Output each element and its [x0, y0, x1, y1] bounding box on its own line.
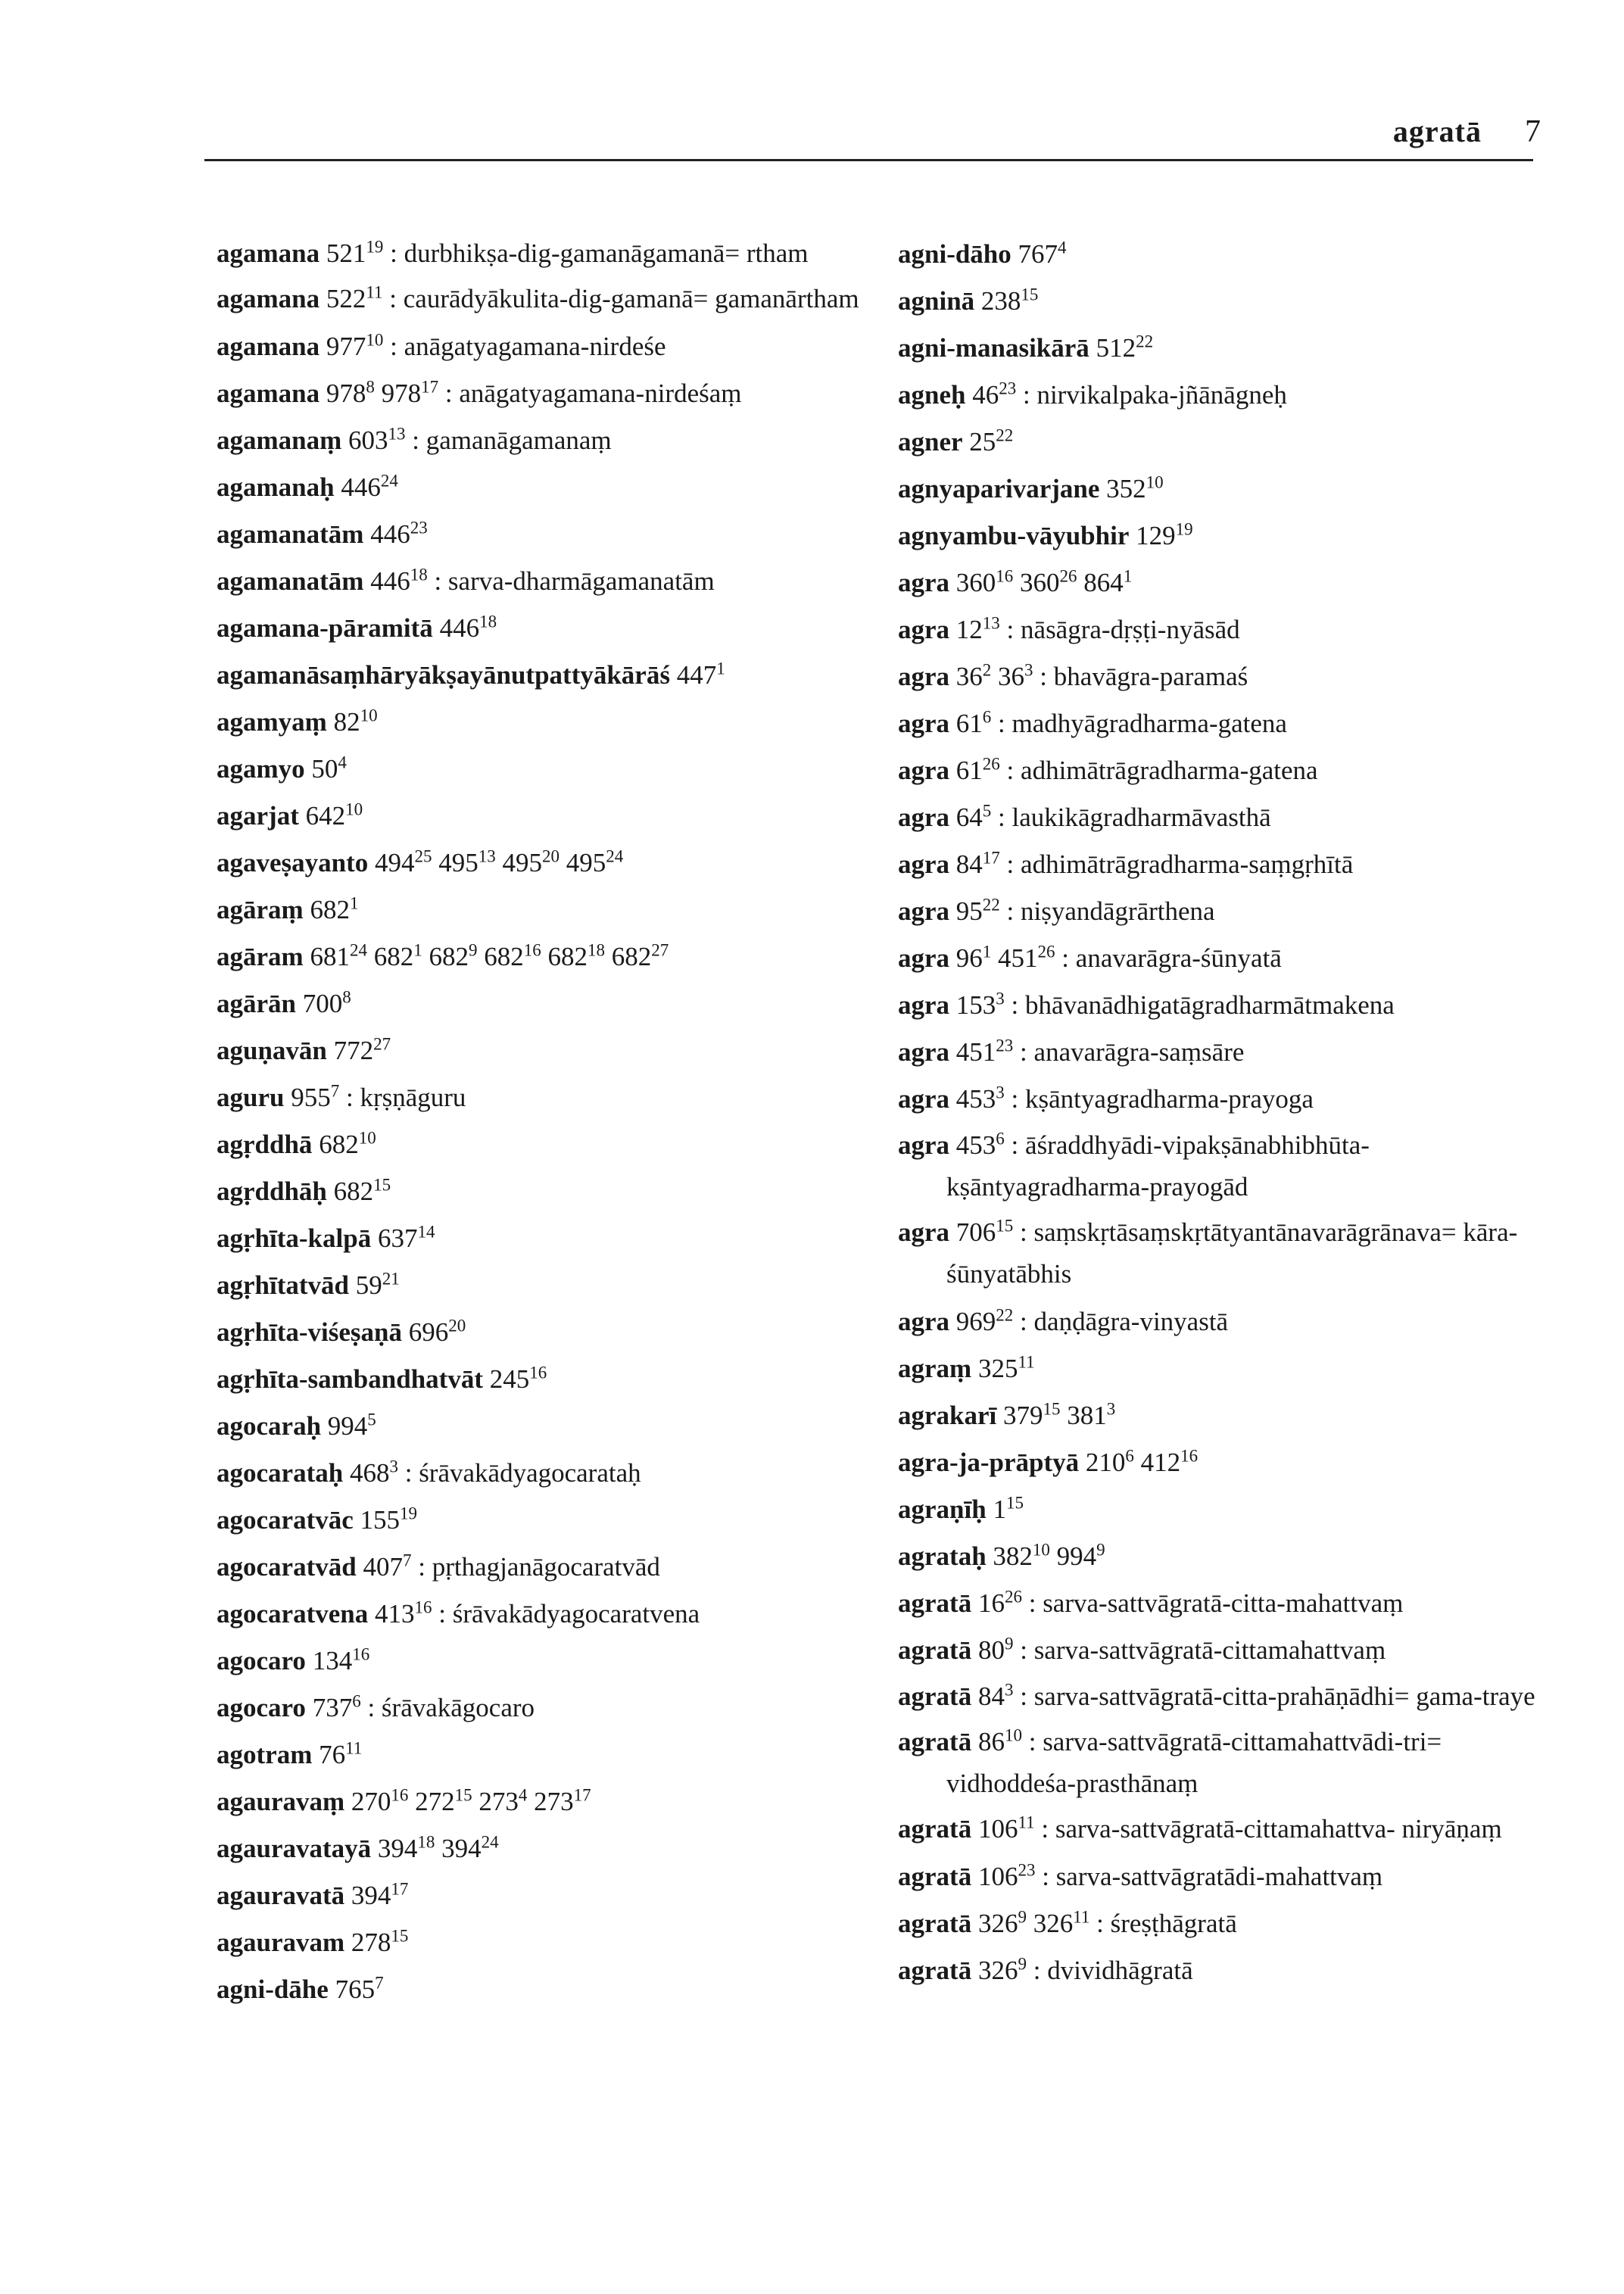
- entry-headword: agocaratvāc: [217, 1505, 354, 1535]
- index-entry: agra $61^6$ : madhyāgradharma-gatena: [898, 707, 1287, 738]
- entry-headword: agocaro: [217, 1646, 306, 1675]
- entry-references: $407^7$: [363, 1551, 412, 1582]
- index-entry: [217, 1121, 898, 1168]
- entry-gloss: caurādyākulita-dig-gamanā= gamanārtham: [403, 284, 859, 313]
- entry-references: $603^{13}$: [348, 424, 406, 455]
- index-entry: [898, 419, 1564, 466]
- entry-references: $969^{22}$: [955, 1305, 1014, 1336]
- entry-references: $46^{23}$: [972, 379, 1017, 410]
- entry-references: $106^{23}$: [977, 1860, 1036, 1891]
- index-entry: [898, 1486, 1564, 1533]
- entry-gloss: anavarāgra-saṃsāre: [1033, 1037, 1245, 1067]
- index-entry: agamana $522^{11}$ : caurādyākulita-dig-gamanā= gamanārtham: [217, 282, 859, 313]
- page-number: 7: [1525, 114, 1541, 149]
- entry-references: $129^{19}$: [1136, 519, 1193, 550]
- index-entry: [217, 1027, 898, 1074]
- index-entry: [217, 605, 898, 652]
- index-entry: agratā $80^9$ : sarva-sattvāgratā-cittamahattvaṃ: [898, 1634, 1386, 1665]
- index-entry: [898, 1439, 1564, 1486]
- entry-references: $522^{11}$: [326, 282, 383, 313]
- index-entry: agocarataḥ $468^3$ : śrāvakādyagocarataḥ: [217, 1457, 641, 1488]
- entry-references: $64^5$: [955, 801, 992, 832]
- index-entry: [898, 1392, 1564, 1439]
- entry-gloss: adhimātrāgradharma-gatena: [1021, 756, 1318, 785]
- index-entry: agra $95^{22}$ : niṣyandāgrārthena: [898, 895, 1215, 926]
- entry-headword: agra: [898, 709, 950, 738]
- entry-references: $994^5$: [327, 1410, 376, 1441]
- entry-headword: agamana: [217, 284, 320, 313]
- entry-headword: agrakarī: [898, 1401, 997, 1430]
- entry-headword: agra: [898, 615, 950, 644]
- index-entry: [217, 793, 898, 840]
- entry-headword: agṛhīta-kalpā: [217, 1223, 372, 1253]
- entry-references: $210^6$ $412^{16}$: [1085, 1446, 1199, 1477]
- index-entry: [217, 1356, 898, 1403]
- entry-headword: agṛddhā: [217, 1130, 313, 1159]
- index-entry: agra $453^6$ : āśraddhyādi-vipakṣānabhibhūta- kṣāntyagradharma-prayogād: [898, 1129, 1370, 1202]
- entry-references: $36^2$ $36^3$: [955, 660, 1033, 691]
- entry-references: $245^{16}$: [489, 1363, 547, 1394]
- entry-gloss: gamanāgamanaṃ: [425, 425, 612, 455]
- entry-headword: agra: [898, 943, 950, 973]
- index-entry: [217, 652, 898, 699]
- entry-headword: agauravam: [217, 1928, 345, 1957]
- entry-gloss: śrāvakādyagocaratvena: [452, 1599, 700, 1629]
- entry-references: $86^{10}$: [977, 1725, 1022, 1756]
- entry-references: $637^{14}$: [377, 1222, 435, 1253]
- entry-references: $394^{17}$: [351, 1879, 409, 1910]
- entry-headword: agotram: [217, 1740, 313, 1769]
- index-entry: aguru $955^7$ : kṛṣṇāguru: [217, 1081, 466, 1112]
- entry-references: $706^{15}$: [955, 1216, 1014, 1247]
- entry-headword: agratā: [898, 1909, 972, 1938]
- entry-headword: agra: [898, 896, 950, 926]
- entry-gloss: adhimātrāgradharma-saṃgṛhītā: [1021, 849, 1354, 879]
- index-entry: [217, 887, 898, 933]
- entry-gloss: sarva-sattvāgratādi-mahattvaṃ: [1055, 1862, 1383, 1891]
- entry-headword: agauravatā: [217, 1881, 345, 1910]
- entry-references: $453^3$: [955, 1083, 1005, 1114]
- entry-references: $642^{10}$: [305, 799, 363, 831]
- entry-references: $325^{11}$: [977, 1352, 1035, 1383]
- entry-headword: agocarataḥ: [217, 1458, 344, 1488]
- entry-gloss: sarva-sattvāgratā-cittamahattvādi-tri= vidhoddeśa-prasthānaṃ: [946, 1727, 1442, 1798]
- index-entry: [217, 1919, 898, 1966]
- index-entry: agratā $16^{26}$ : sarva-sattvāgratā-citta-mahattvaṃ: [898, 1587, 1404, 1618]
- left-column: [217, 231, 898, 2013]
- entry-headword: agra: [898, 568, 950, 597]
- entry-gloss: sarva-sattvāgratā-citta-prahāṇādhi= gama-traye: [1033, 1682, 1535, 1711]
- entry-references: $360^{16}$ $360^{26}$ $864^1$: [955, 566, 1133, 597]
- index-entry: [898, 1533, 1564, 1580]
- index-entry: agra $12^{13}$ : nāsāgra-dṛṣṭi-nyāsād: [898, 613, 1240, 644]
- index-entry: [217, 1825, 898, 1872]
- entry-references: $394^{18}$ $394^{24}$: [377, 1832, 499, 1863]
- entry-headword: agra: [898, 849, 950, 879]
- entry-gloss: anāgatyagamana-nirdeśaṃ: [459, 379, 742, 408]
- entry-headword: agnyaparivarjane: [898, 474, 1100, 503]
- entry-references: $447^1$: [676, 659, 725, 690]
- entry-references: $494^{25}$ $495^{13}$ $495^{20}$ $495^{24}$: [375, 846, 624, 877]
- entry-references: $700^8$: [302, 987, 351, 1018]
- entry-references: $413^{16}$: [374, 1597, 432, 1629]
- index-entry: agocaro $737^6$ : śrāvakāgocaro: [217, 1691, 535, 1722]
- entry-headword: agamana-pāramitā: [217, 613, 433, 643]
- index-entry: agneḥ $46^{23}$ : nirvikalpaka-jñānāgneḥ: [898, 379, 1287, 410]
- entry-references: $446^{24}$: [341, 471, 398, 502]
- entry-gloss: āśraddhyādi-vipakṣānabhibhūta- kṣāntyagradharma-prayogād: [946, 1130, 1370, 1202]
- entry-headword: agarjat: [217, 801, 299, 831]
- entry-headword: agauravatayā: [217, 1834, 372, 1863]
- index-entry: agamanaṃ $603^{13}$ : gamanāgamanaṃ: [217, 424, 612, 455]
- entry-headword: agner: [898, 427, 963, 457]
- running-head-word: agratā: [1392, 114, 1482, 148]
- index-entry: agra $96^1$ $451^{26}$ : anavarāgra-śūnyatā: [898, 942, 1282, 973]
- entry-gloss: madhyāgradharma-gatena: [1011, 709, 1287, 738]
- entry-gloss: laukikāgradharmāvasthā: [1011, 803, 1271, 832]
- entry-references: $682^{10}$: [319, 1128, 376, 1159]
- index-entry: agra $451^{23}$ : anavarāgra-saṃsāre: [898, 1036, 1245, 1067]
- index-entry: [217, 699, 898, 746]
- entry-references: $737^6$: [312, 1691, 361, 1722]
- entry-headword: agra: [898, 803, 950, 832]
- entry-headword: agauravaṃ: [217, 1787, 345, 1816]
- entry-headword: agṛhītatvād: [217, 1270, 349, 1300]
- entry-gloss: anavarāgra-śūnyatā: [1075, 943, 1282, 973]
- running-head: [204, 114, 1541, 159]
- index-entry: [898, 231, 1564, 278]
- index-entry: agamanatām $446^{18}$ : sarva-dharmāgamanatām: [217, 565, 715, 596]
- entry-references: $955^7$: [291, 1081, 340, 1112]
- entry-headword: agrataḥ: [898, 1541, 987, 1571]
- index-entry: [217, 840, 898, 887]
- entry-headword: agārān: [217, 989, 296, 1018]
- entry-gloss: śrāvakāgocaro: [381, 1693, 535, 1722]
- entry-references: $76^{11}$: [319, 1738, 363, 1769]
- entry-headword: aguru: [217, 1083, 285, 1112]
- index-entry: agratā $84^3$ : sarva-sattvāgratā-citta-prahāṇādhi= gama-traye: [898, 1680, 1535, 1711]
- entry-headword: agamanatām: [217, 519, 364, 549]
- entry-headword: agra-ja-prāptyā: [898, 1448, 1080, 1477]
- right-column: [898, 231, 1564, 1994]
- index-entry: [217, 1872, 898, 1919]
- entry-references: $1^{15}$: [993, 1493, 1024, 1524]
- index-entry: [898, 466, 1564, 513]
- entry-gloss: niṣyandāgrārthena: [1021, 896, 1215, 926]
- entry-headword: agamanāsaṃhāryākṣayānutpattyākārāś: [217, 660, 670, 690]
- entry-references: $155^{19}$: [360, 1504, 418, 1535]
- entry-gloss: durbhikṣa-dig-gamanāgamanā= rtham: [404, 238, 809, 268]
- entry-headword: agratā: [898, 1956, 972, 1985]
- entry-references: $977^{10}$: [326, 330, 384, 361]
- entry-headword: agamana: [217, 238, 320, 268]
- entry-headword: agraṇīḥ: [898, 1495, 987, 1524]
- index-entry: [217, 1168, 898, 1215]
- entry-gloss: saṃskṛtāsaṃskṛtātyantānavarāgrānava= kāra-śūnyatābhis: [946, 1217, 1518, 1289]
- entry-references: $153^3$: [955, 989, 1005, 1020]
- entry-references: $696^{20}$: [408, 1316, 466, 1347]
- entry-gloss: sarva-dharmāgamanatām: [447, 566, 715, 596]
- entry-references: $978^8$ $978^{17}$: [326, 377, 439, 408]
- entry-references: $453^6$: [955, 1129, 1005, 1160]
- index-entry: agamana $521^{19}$ : durbhikṣa-dig-gamanāgamanā= rtham: [217, 237, 809, 268]
- entry-gloss: sarva-sattvāgratā-cittamahattvaṃ: [1033, 1635, 1386, 1665]
- index-entry: [217, 1309, 898, 1356]
- entry-references: $772^{27}$: [333, 1034, 391, 1065]
- entry-references: $16^{26}$: [977, 1587, 1022, 1618]
- index-entry: agratā $86^{10}$ : sarva-sattvāgratā-cittamahattvādi-tri= vidhoddeśa-prasthānaṃ: [898, 1725, 1442, 1798]
- entry-headword: agra: [898, 662, 950, 691]
- entry-references: $50^4$: [311, 753, 347, 784]
- entry-headword: agamyaṃ: [217, 707, 327, 737]
- entry-references: $95^{22}$: [955, 895, 1000, 926]
- index-entry: [217, 1262, 898, 1309]
- entry-references: $82^{10}$: [333, 706, 378, 737]
- entry-headword: agratā: [898, 1682, 972, 1711]
- entry-gloss: bhāvanādhigatāgradharmātmakena: [1025, 990, 1395, 1020]
- index-entry: agra $969^{22}$ : daṇḍāgra-vinyastā: [898, 1305, 1229, 1336]
- index-entry: [898, 278, 1564, 325]
- index-entry: [217, 1403, 898, 1450]
- index-entry: agocaratvād $407^7$ : pṛthagjanāgocaratvād: [217, 1551, 660, 1582]
- entry-headword: agamanatām: [217, 566, 364, 596]
- entry-headword: agocaratvād: [217, 1552, 357, 1582]
- index-entry: [217, 1497, 898, 1544]
- index-entry: [217, 1638, 898, 1685]
- entry-references: $681^{24}$ $682^1$ $682^9$ $682^{16}$ $682^{18}$ $682^{27}$: [310, 940, 669, 971]
- entry-headword: agra: [898, 1130, 950, 1160]
- entry-references: $379^{15}$ $381^3$: [1003, 1399, 1116, 1430]
- entry-gloss: nāsāgra-dṛṣṭi-nyāsād: [1021, 615, 1240, 644]
- entry-headword: agamana: [217, 332, 320, 361]
- index-entry: agratā $326^9$ : dvividhāgratā: [898, 1954, 1193, 1985]
- entry-references: $326^9$ $326^{11}$: [977, 1907, 1090, 1938]
- entry-headword: agratā: [898, 1635, 972, 1665]
- entry-references: $61^6$: [955, 707, 992, 738]
- index-entry: [217, 980, 898, 1027]
- entry-gloss: bhavāgra-paramaś: [1053, 662, 1248, 691]
- entry-gloss: kṣāntyagradharma-prayoga: [1025, 1084, 1314, 1114]
- entry-references: $446^{18}$: [439, 612, 497, 643]
- entry-headword: agni-dāhe: [217, 1975, 329, 2004]
- index-entry: [217, 1731, 898, 1778]
- index-entry: agra $64^5$ : laukikāgradharmāvasthā: [898, 801, 1271, 832]
- entry-references: $446^{23}$: [370, 518, 428, 549]
- index-entry: agamana $977^{10}$ : anāgatyagamana-nirdeśe: [217, 330, 666, 361]
- index-entry: [898, 559, 1564, 606]
- entry-references: $451^{23}$: [955, 1036, 1014, 1067]
- entry-headword: agṛhīta-sambandhatvāt: [217, 1364, 483, 1394]
- entry-headword: agninā: [898, 286, 975, 316]
- index-entry: [217, 1966, 898, 2013]
- entry-references: $84^3$: [977, 1680, 1014, 1711]
- index-entry: agra $453^3$ : kṣāntyagradharma-prayoga: [898, 1083, 1314, 1114]
- entry-headword: agṛhīta-viśeṣaṇā: [217, 1317, 402, 1347]
- entry-headword: agni-dāho: [898, 239, 1011, 269]
- entry-gloss: sarva-sattvāgratā-citta-mahattvaṃ: [1043, 1588, 1404, 1618]
- index-entry: [898, 325, 1564, 372]
- entry-references: $59^{21}$: [355, 1269, 400, 1300]
- index-entry: [898, 513, 1564, 559]
- entry-gloss: kṛṣṇāguru: [360, 1083, 466, 1112]
- entry-references: $278^{15}$: [351, 1926, 409, 1957]
- entry-headword: agratā: [898, 1862, 972, 1891]
- entry-headword: agni-manasikārā: [898, 333, 1089, 363]
- entry-headword: agra: [898, 756, 950, 785]
- entry-references: $96^1$ $451^{26}$: [955, 942, 1055, 973]
- entry-headword: agnyambu-vāyubhir: [898, 521, 1130, 550]
- index-entry: agra $36^2$ $36^3$ : bhavāgra-paramaś: [898, 660, 1248, 691]
- entry-headword: agra: [898, 1307, 950, 1336]
- index-entry: agra $84^{17}$ : adhimātrāgradharma-saṃgṛhītā: [898, 848, 1354, 879]
- entry-headword: agāram: [217, 942, 304, 971]
- index-entry: [217, 511, 898, 558]
- index-entry: [898, 1345, 1564, 1392]
- entry-headword: agratā: [898, 1588, 972, 1618]
- index-entry: agamana $978^8$ $978^{17}$ : anāgatyagamana-nirdeśaṃ: [217, 377, 742, 408]
- entry-references: $521^{19}$: [326, 237, 384, 268]
- entry-references: $61^{26}$: [955, 754, 1000, 785]
- entry-headword: agocaro: [217, 1693, 306, 1722]
- index-entry: agra $153^3$ : bhāvanādhigatāgradharmātmakena: [898, 989, 1395, 1020]
- entry-references: $446^{18}$: [370, 565, 428, 596]
- entry-headword: agratā: [898, 1727, 972, 1756]
- entry-headword: aguṇavān: [217, 1036, 327, 1065]
- entry-headword: agocaraḥ: [217, 1411, 322, 1441]
- entry-headword: agamyo: [217, 754, 305, 784]
- entry-references: $80^9$: [977, 1634, 1014, 1665]
- entry-headword: agamanaṃ: [217, 425, 342, 455]
- entry-gloss: pṛthagjanāgocaratvād: [432, 1552, 660, 1582]
- entry-gloss: dvividhāgratā: [1047, 1956, 1193, 1985]
- entry-headword: agra: [898, 1217, 950, 1247]
- entry-references: $25^{22}$: [969, 425, 1014, 457]
- entry-references: $84^{17}$: [955, 848, 1000, 879]
- entry-references: $765^7$: [335, 1973, 384, 2004]
- entry-gloss: śreṣṭhāgratā: [1110, 1909, 1237, 1938]
- entry-headword: agraṃ: [898, 1354, 972, 1383]
- entry-headword: agaveṣayanto: [217, 848, 369, 877]
- entry-references: $682^1$: [310, 893, 359, 924]
- entry-references: $468^3$: [349, 1457, 398, 1488]
- entry-gloss: daṇḍāgra-vinyastā: [1033, 1307, 1229, 1336]
- entry-references: $512^{22}$: [1096, 332, 1154, 363]
- entry-gloss: śrāvakādyagocarataḥ: [419, 1458, 641, 1488]
- index-entry: [217, 933, 898, 980]
- entry-references: $12^{13}$: [955, 613, 1000, 644]
- index-entry: agra $706^{15}$ : saṃskṛtāsaṃskṛtātyantānavarāgrānava= kāra-śūnyatābhis: [898, 1216, 1518, 1289]
- entry-headword: agocaratvena: [217, 1599, 369, 1629]
- index-entry: [217, 464, 898, 511]
- entry-headword: agra: [898, 1084, 950, 1114]
- entry-headword: agra: [898, 1037, 950, 1067]
- entry-headword: agratā: [898, 1814, 972, 1844]
- index-entry: agra $61^{26}$ : adhimātrāgradharma-gatena: [898, 754, 1318, 785]
- entry-references: $382^{10}$ $994^9$: [993, 1540, 1105, 1571]
- index-entry: agocaratvena $413^{16}$ : śrāvakādyagocaratvena: [217, 1597, 700, 1629]
- entry-headword: agṛddhāḥ: [217, 1177, 327, 1206]
- index-entry: [217, 1215, 898, 1262]
- index-entry: [217, 746, 898, 793]
- entry-references: $767^4$: [1018, 238, 1067, 269]
- entry-headword: agneḥ: [898, 380, 966, 410]
- entry-references: $134^{16}$: [312, 1644, 370, 1675]
- index-entry: [217, 1778, 898, 1825]
- entry-references: $326^9$: [977, 1954, 1027, 1985]
- entry-gloss: anāgatyagamana-nirdeśe: [404, 332, 666, 361]
- entry-gloss: nirvikalpaka-jñānāgneḥ: [1036, 380, 1287, 410]
- index-entry: agratā $106^{23}$ : sarva-sattvāgratādi-mahattvaṃ: [898, 1860, 1383, 1891]
- entry-references: $270^{16}$ $272^{15}$ $273^4$ $273^{17}$: [351, 1785, 591, 1816]
- entry-references: $352^{10}$: [1106, 472, 1164, 503]
- entry-headword: agamanaḥ: [217, 472, 335, 502]
- index-entry: agratā $326^9$ $326^{11}$ : śreṣṭhāgratā: [898, 1907, 1237, 1938]
- entry-references: $682^{15}$: [333, 1175, 391, 1206]
- entry-references: $106^{11}$: [977, 1812, 1035, 1844]
- header-rule: [204, 159, 1533, 161]
- entry-headword: agāraṃ: [217, 895, 304, 924]
- entry-gloss: sarva-sattvāgratā-cittamahattva- niryāṇaṃ: [1055, 1814, 1502, 1844]
- entry-references: $238^{15}$: [980, 285, 1039, 316]
- entry-headword: agra: [898, 990, 950, 1020]
- entry-headword: agamana: [217, 379, 320, 408]
- index-entry: agratā $106^{11}$ : sarva-sattvāgratā-cittamahattva- niryāṇaṃ: [898, 1812, 1502, 1844]
